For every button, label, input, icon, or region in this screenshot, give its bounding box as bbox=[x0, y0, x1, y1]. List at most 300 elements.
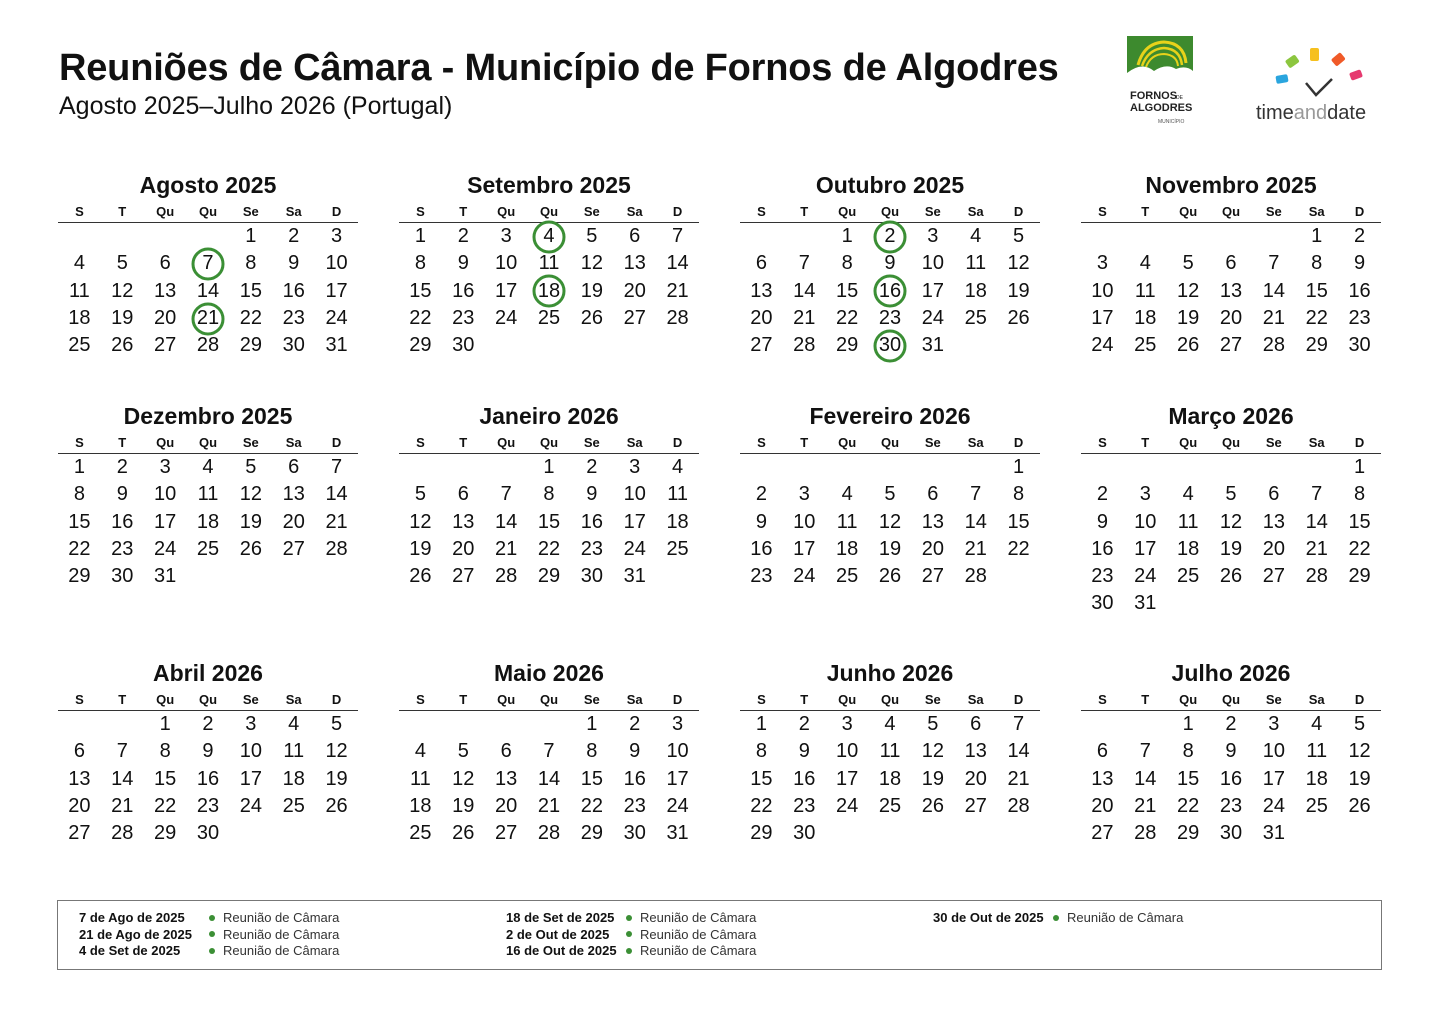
empty-cell bbox=[911, 454, 954, 481]
empty-cell bbox=[1124, 711, 1167, 738]
legend-entry bbox=[506, 910, 756, 927]
day-cell: 27 bbox=[921, 565, 944, 588]
day-cell: 7 bbox=[1139, 740, 1151, 763]
day-cell: 9 bbox=[288, 252, 300, 275]
day-cell: 31 bbox=[666, 822, 689, 845]
day-cell: 13 bbox=[964, 740, 987, 763]
day-cell: 5 bbox=[1225, 483, 1237, 506]
day-cell: 13 bbox=[921, 510, 944, 533]
day-cell: 27 bbox=[452, 565, 475, 588]
day-cell: 24 bbox=[921, 306, 944, 329]
weekday-label: Qu bbox=[497, 204, 516, 219]
day-cell: 8 bbox=[1013, 483, 1025, 506]
day-cell: 29 bbox=[580, 822, 603, 845]
day-cell: 23 bbox=[1091, 565, 1114, 588]
day-cell: 16 bbox=[1091, 537, 1114, 560]
day-cell: 14 bbox=[1134, 767, 1157, 790]
day-cell: 27 bbox=[750, 334, 773, 357]
legend-entry bbox=[79, 910, 339, 927]
weekday-label: Se bbox=[242, 692, 259, 707]
weekday-label: Se bbox=[924, 692, 941, 707]
day-cell: 28 bbox=[1007, 794, 1030, 817]
day-cell: 8 bbox=[414, 252, 426, 275]
logo-text-and: and bbox=[1293, 102, 1328, 124]
day-cell: 12 bbox=[878, 510, 902, 533]
weekday-label: D bbox=[1013, 435, 1024, 450]
month-name: Maio 2026 bbox=[494, 660, 604, 686]
day-cell: 3 bbox=[841, 713, 853, 735]
legend-label: Reunião de Câmara bbox=[640, 943, 757, 958]
weekday-label: Qu bbox=[1179, 204, 1198, 219]
day-cell: 20 bbox=[1091, 794, 1114, 817]
day-cell: 5 bbox=[1182, 252, 1194, 275]
day-cell: 10 bbox=[921, 252, 944, 275]
day-cell: 2 bbox=[288, 225, 300, 247]
weekday-label: Se bbox=[924, 435, 941, 450]
day-cell: 3 bbox=[1096, 252, 1108, 275]
day-cell: 11 bbox=[836, 510, 858, 533]
day-cell: 7 bbox=[1013, 713, 1025, 735]
weekday-header bbox=[58, 689, 358, 711]
day-cell: 10 bbox=[325, 252, 348, 275]
day-cell: 13 bbox=[1262, 510, 1285, 533]
day-cell: 8 bbox=[1182, 740, 1194, 763]
day-cell: 9 bbox=[884, 252, 896, 275]
weekday-label: Se bbox=[1265, 692, 1282, 707]
empty-cell bbox=[442, 711, 485, 738]
day-cell: 25 bbox=[282, 794, 305, 817]
logo-text-algodres: ALGODRES bbox=[1130, 102, 1193, 114]
weekday-label: Sa bbox=[285, 435, 302, 450]
legend-date: 4 de Set de 2025 bbox=[79, 943, 181, 958]
day-cell: 10 bbox=[239, 740, 262, 763]
day-cell: 30 bbox=[111, 565, 134, 588]
day-cell: 14 bbox=[537, 767, 561, 790]
day-cell: 12 bbox=[452, 767, 475, 790]
day-cell: 30 bbox=[452, 334, 475, 357]
day-cell: 14 bbox=[1305, 510, 1328, 533]
day-cell: 11 bbox=[667, 483, 688, 506]
weekday-label: Qu bbox=[838, 204, 857, 219]
legend-box bbox=[57, 900, 1382, 970]
weekday-label: Qu bbox=[880, 204, 900, 219]
legend-entry bbox=[933, 910, 1183, 927]
day-cell: 6 bbox=[1225, 252, 1237, 275]
day-cell: 25 bbox=[409, 822, 432, 845]
weekday-label: Qu bbox=[1221, 204, 1241, 219]
days-grid bbox=[399, 223, 699, 359]
day-cell: 16 bbox=[1219, 767, 1243, 790]
empty-cell bbox=[1252, 223, 1295, 250]
logo-text-municipio: MUNICÍPIO bbox=[1158, 119, 1185, 125]
day-cell: 22 bbox=[537, 537, 561, 560]
day-cell: 16 bbox=[623, 767, 646, 790]
day-cell: 1 bbox=[1311, 225, 1323, 247]
day-cell: 1 bbox=[543, 456, 555, 478]
day-cell: 24 bbox=[1091, 334, 1114, 357]
weekday-label: Sa bbox=[1308, 692, 1325, 707]
weekday-header bbox=[58, 432, 358, 454]
day-cell: 9 bbox=[1096, 510, 1108, 533]
day-cell: 28 bbox=[1134, 822, 1157, 845]
weekday-label: Qu bbox=[497, 435, 516, 450]
day-cell: 1 bbox=[1354, 456, 1366, 478]
weekday-label: Se bbox=[1265, 435, 1282, 450]
day-cell: 19 bbox=[409, 537, 432, 560]
empty-cell bbox=[1081, 223, 1124, 250]
day-cell: 9 bbox=[798, 740, 810, 763]
day-cell: 8 bbox=[1311, 252, 1323, 275]
day-cell: 2 bbox=[798, 713, 810, 735]
day-cell: 24 bbox=[154, 537, 177, 560]
day-cell: 9 bbox=[457, 252, 469, 275]
empty-cell bbox=[740, 223, 783, 250]
day-cell: 9 bbox=[202, 740, 214, 763]
meeting-dot-icon bbox=[626, 915, 632, 921]
day-cell: 4 bbox=[841, 483, 853, 506]
legend-entry bbox=[79, 943, 339, 960]
month-calendar bbox=[1081, 401, 1381, 618]
day-cell: 15 bbox=[1177, 767, 1200, 790]
weekday-label: Qu bbox=[198, 692, 218, 707]
day-cell: 20 bbox=[452, 537, 475, 560]
weekday-label: T bbox=[1141, 435, 1150, 450]
day-cell: 31 bbox=[623, 565, 646, 588]
day-cell: 13 bbox=[750, 279, 773, 302]
weekday-label: Sa bbox=[967, 204, 984, 219]
day-cell: 27 bbox=[68, 822, 91, 845]
day-cell: 20 bbox=[1219, 306, 1243, 329]
day-cell: 18 bbox=[282, 767, 305, 790]
day-cell: 27 bbox=[1219, 334, 1243, 357]
month-name: Janeiro 2026 bbox=[479, 403, 619, 429]
day-cell: 25 bbox=[836, 565, 859, 588]
day-cell: 15 bbox=[409, 279, 432, 302]
day-cell: 15 bbox=[154, 767, 177, 790]
day-cell: 21 bbox=[1262, 306, 1285, 329]
weekday-header bbox=[1081, 201, 1381, 223]
month-name: Novembro 2025 bbox=[1145, 172, 1317, 198]
day-cell: 26 bbox=[452, 822, 475, 845]
day-cell: 6 bbox=[629, 225, 641, 247]
day-cell: 11 bbox=[410, 767, 431, 790]
empty-cell bbox=[399, 711, 442, 738]
day-cell: 28 bbox=[1305, 565, 1328, 588]
legend-column bbox=[79, 910, 339, 960]
empty-cell bbox=[528, 711, 571, 738]
day-cell: 26 bbox=[239, 537, 262, 560]
day-cell: 30 bbox=[196, 822, 220, 845]
day-cell: 17 bbox=[836, 767, 859, 790]
day-cell: 11 bbox=[965, 252, 987, 275]
day-cell: 19 bbox=[921, 767, 944, 790]
day-cell: 16 bbox=[793, 767, 816, 790]
month-name: Março 2026 bbox=[1168, 403, 1294, 429]
day-cell: 18 bbox=[1305, 767, 1328, 790]
day-cell: 15 bbox=[580, 767, 603, 790]
day-cell: 5 bbox=[457, 740, 469, 763]
day-cell: 9 bbox=[629, 740, 641, 763]
day-cell: 19 bbox=[878, 537, 902, 560]
weekday-label: D bbox=[1013, 204, 1024, 219]
day-cell: 5 bbox=[331, 713, 343, 735]
day-cell: 6 bbox=[159, 252, 171, 275]
empty-cell bbox=[144, 223, 187, 250]
day-cell: 26 bbox=[111, 334, 134, 357]
day-cell: 27 bbox=[964, 794, 987, 817]
weekday-label: Se bbox=[1265, 204, 1282, 219]
day-cell: 14 bbox=[111, 767, 134, 790]
day-cell: 1 bbox=[1182, 713, 1194, 735]
day-cell: 5 bbox=[884, 483, 896, 506]
empty-cell bbox=[399, 454, 442, 481]
weekday-label: Qu bbox=[539, 204, 559, 219]
fornos-de-algodres-logo bbox=[1124, 33, 1200, 127]
day-cell: 11 bbox=[283, 740, 305, 763]
day-cell: 6 bbox=[73, 740, 85, 763]
weekday-label: Qu bbox=[1179, 435, 1198, 450]
day-cell: 14 bbox=[495, 510, 518, 533]
day-cell: 18 bbox=[409, 794, 432, 817]
weekday-label: S bbox=[75, 204, 84, 219]
day-cell: 18 bbox=[836, 537, 859, 560]
empty-cell bbox=[783, 454, 826, 481]
meeting-dot-icon bbox=[209, 931, 215, 937]
day-cell: 18 bbox=[1134, 306, 1157, 329]
day-cell: 13 bbox=[452, 510, 475, 533]
day-cell: 5 bbox=[586, 225, 598, 247]
day-cell: 21 bbox=[495, 537, 518, 560]
day-cell: 13 bbox=[68, 767, 91, 790]
day-cell: 22 bbox=[154, 794, 177, 817]
day-cell: 13 bbox=[282, 483, 305, 506]
day-cell: 14 bbox=[1007, 740, 1030, 763]
day-cell: 25 bbox=[1305, 794, 1328, 817]
month-name: Dezembro 2025 bbox=[123, 403, 293, 429]
day-cell: 10 bbox=[623, 483, 646, 506]
day-cell: 28 bbox=[964, 565, 987, 588]
month-calendar bbox=[399, 658, 699, 847]
empty-cell bbox=[58, 223, 101, 250]
meeting-dot-icon bbox=[626, 931, 632, 937]
day-cell: 27 bbox=[154, 334, 177, 357]
day-cell: 5 bbox=[1013, 225, 1025, 247]
day-cell: 22 bbox=[750, 794, 773, 817]
day-cell: 9 bbox=[755, 510, 767, 533]
day-cell: 26 bbox=[878, 565, 902, 588]
legend-label: Reunião de Câmara bbox=[223, 910, 340, 925]
days-grid bbox=[399, 711, 699, 847]
day-cell: 22 bbox=[239, 306, 262, 329]
day-cell: 10 bbox=[1262, 740, 1285, 763]
weekday-label: S bbox=[757, 435, 766, 450]
days-grid bbox=[58, 223, 358, 359]
meeting-day-cell: 21 bbox=[187, 305, 230, 332]
day-cell: 3 bbox=[500, 225, 512, 247]
weekday-label: S bbox=[757, 204, 766, 219]
day-cell: 4 bbox=[202, 456, 214, 478]
legend-entry bbox=[79, 927, 339, 944]
weekday-label: Se bbox=[583, 692, 600, 707]
meeting-dot-icon bbox=[1053, 915, 1059, 921]
empty-cell bbox=[1167, 454, 1210, 481]
day-cell: 3 bbox=[629, 456, 641, 478]
day-cell: 17 bbox=[154, 510, 177, 533]
weekday-label: D bbox=[1354, 435, 1365, 450]
day-cell: 10 bbox=[666, 740, 689, 763]
empty-cell bbox=[485, 454, 528, 481]
days-grid bbox=[740, 223, 1040, 359]
day-cell: 11 bbox=[1134, 279, 1156, 302]
weekday-label: Qu bbox=[1221, 692, 1241, 707]
day-cell: 29 bbox=[1305, 334, 1328, 357]
day-cell: 29 bbox=[1348, 565, 1371, 588]
legend-date: 21 de Ago de 2025 bbox=[79, 926, 192, 942]
weekday-label: Qu bbox=[1221, 435, 1241, 450]
day-cell: 10 bbox=[1134, 510, 1157, 533]
day-cell: 31 bbox=[921, 334, 944, 357]
day-cell: 29 bbox=[68, 565, 91, 588]
day-cell: 31 bbox=[1262, 822, 1285, 845]
day-cell: 21 bbox=[666, 279, 689, 302]
day-cell: 11 bbox=[197, 483, 219, 506]
day-cell: 5 bbox=[414, 483, 426, 506]
days-grid bbox=[399, 454, 699, 590]
weekday-label: Se bbox=[583, 435, 600, 450]
day-cell: 7 bbox=[798, 252, 810, 275]
day-cell: 23 bbox=[623, 794, 646, 817]
days-grid bbox=[740, 711, 1040, 847]
days-grid bbox=[1081, 223, 1381, 359]
day-cell: 1 bbox=[755, 713, 767, 735]
legend-column bbox=[933, 910, 1183, 927]
weekday-label: Sa bbox=[285, 692, 302, 707]
weekday-label: Qu bbox=[880, 692, 900, 707]
day-cell: 14 bbox=[1262, 279, 1285, 302]
day-cell: 29 bbox=[836, 334, 859, 357]
day-cell: 17 bbox=[793, 537, 816, 560]
weekday-label: T bbox=[800, 435, 809, 450]
weekday-label: T bbox=[118, 692, 127, 707]
day-cell: 16 bbox=[111, 510, 134, 533]
day-cell: 19 bbox=[325, 767, 348, 790]
empty-cell bbox=[1167, 223, 1210, 250]
weekday-label: Qu bbox=[1179, 692, 1198, 707]
days-grid bbox=[58, 711, 358, 847]
weekday-label: Qu bbox=[539, 692, 559, 707]
weekday-label: Sa bbox=[967, 435, 984, 450]
day-cell: 24 bbox=[793, 565, 816, 588]
day-cell: 3 bbox=[1268, 713, 1280, 735]
day-cell: 22 bbox=[836, 306, 859, 329]
weekday-label: D bbox=[1354, 204, 1365, 219]
day-cell: 12 bbox=[1219, 510, 1243, 533]
page-subtitle: Agosto 2025–Julho 2026 (Portugal) bbox=[59, 92, 453, 120]
weekday-label: Qu bbox=[497, 692, 516, 707]
day-cell: 12 bbox=[1348, 740, 1371, 763]
day-cell: 24 bbox=[1262, 794, 1285, 817]
empty-cell bbox=[442, 454, 485, 481]
day-cell: 16 bbox=[452, 279, 475, 302]
day-cell: 14 bbox=[964, 510, 987, 533]
weekday-header bbox=[58, 201, 358, 223]
day-cell: 25 bbox=[1134, 334, 1157, 357]
day-cell: 24 bbox=[666, 794, 689, 817]
day-cell: 28 bbox=[111, 822, 134, 845]
day-cell: 28 bbox=[325, 537, 348, 560]
month-calendar bbox=[740, 170, 1040, 359]
day-cell: 16 bbox=[282, 279, 305, 302]
legend-date: 2 de Out de 2025 bbox=[506, 926, 610, 942]
day-cell: 4 bbox=[1139, 252, 1151, 275]
weekday-label: S bbox=[416, 692, 425, 707]
days-grid bbox=[1081, 711, 1381, 847]
day-cell: 12 bbox=[325, 740, 348, 763]
day-cell: 8 bbox=[755, 740, 767, 763]
day-cell: 2 bbox=[1096, 483, 1108, 506]
day-cell: 25 bbox=[1177, 565, 1200, 588]
day-cell: 4 bbox=[970, 225, 982, 247]
weekday-label: T bbox=[800, 204, 809, 219]
day-cell: 31 bbox=[1134, 592, 1157, 615]
empty-cell bbox=[1210, 223, 1253, 250]
day-cell: 26 bbox=[1219, 565, 1243, 588]
legend-date: 30 de Out de 2025 bbox=[933, 910, 1044, 925]
day-cell: 14 bbox=[793, 279, 816, 302]
empty-cell bbox=[1252, 454, 1295, 481]
day-cell: 19 bbox=[1007, 279, 1030, 302]
day-cell: 8 bbox=[159, 740, 171, 763]
day-cell: 12 bbox=[921, 740, 944, 763]
legend-label: Reunião de Câmara bbox=[640, 910, 757, 925]
day-cell: 2 bbox=[457, 225, 469, 247]
day-cell: 7 bbox=[331, 456, 343, 478]
day-cell: 7 bbox=[1268, 252, 1280, 275]
day-cell: 3 bbox=[672, 713, 684, 735]
meeting-day-cell: 18 bbox=[528, 278, 571, 305]
month-name: Outubro 2025 bbox=[815, 172, 965, 198]
day-cell: 2 bbox=[116, 456, 128, 478]
day-cell: 23 bbox=[452, 306, 475, 329]
weekday-label: T bbox=[1141, 204, 1150, 219]
day-cell: 19 bbox=[452, 794, 475, 817]
day-cell: 12 bbox=[409, 510, 432, 533]
day-cell: 17 bbox=[623, 510, 646, 533]
day-cell: 23 bbox=[111, 537, 134, 560]
day-cell: 22 bbox=[1007, 537, 1030, 560]
day-cell: 30 bbox=[580, 565, 603, 588]
day-cell: 3 bbox=[927, 225, 939, 247]
day-cell: 29 bbox=[750, 822, 773, 845]
day-cell: 3 bbox=[798, 483, 810, 506]
day-cell: 22 bbox=[1348, 537, 1371, 560]
weekday-label: D bbox=[1013, 692, 1024, 707]
day-cell: 15 bbox=[1305, 279, 1328, 302]
weekday-label: Qu bbox=[838, 692, 857, 707]
days-grid bbox=[58, 454, 358, 590]
day-cell: 9 bbox=[1354, 252, 1366, 275]
day-cell: 24 bbox=[495, 306, 518, 329]
day-cell: 26 bbox=[1348, 794, 1371, 817]
day-cell: 8 bbox=[1354, 483, 1366, 506]
weekday-header bbox=[399, 689, 699, 711]
meeting-day-cell: 2 bbox=[869, 223, 912, 250]
day-cell: 28 bbox=[495, 565, 518, 588]
day-cell: 21 bbox=[1305, 537, 1328, 560]
day-cell: 30 bbox=[793, 822, 816, 845]
day-cell: 25 bbox=[68, 334, 91, 357]
day-cell: 26 bbox=[1177, 334, 1200, 357]
